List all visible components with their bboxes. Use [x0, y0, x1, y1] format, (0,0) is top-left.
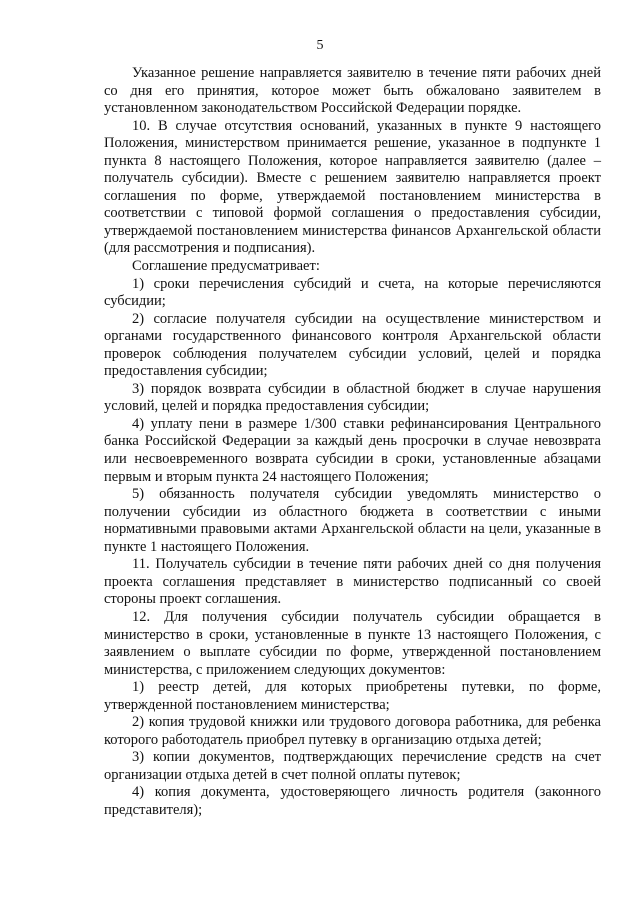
- paragraph-agreement-1: 1) сроки перечисления субсидий и счета, на которые перечисляются субсидии;: [104, 275, 601, 310]
- paragraph-agreement-intro: Соглашение предусматривает:: [132, 258, 320, 275]
- paragraph-document-2: 2) копия трудовой книжки или трудового договора работника, для ребенка которого работодатель приобрел путевку в организацию отдыха детей;: [104, 714, 601, 748]
- document-body: [104, 65, 601, 820]
- paragraph-item-10: 10. В случае отсутствия оснований, указанных в пункте 9 настоящего Положения, министерством принимается решение, указанное в подпункте 1 пункта 8 настоящего Положения, которое направляется заявителю (далее – получатель субсидии). Вместе с решением заявителю направляется проект соглашения по форме, утверждаемой постановлением министерства в соответствии с типовой формой соглашения о предоставления субсидии, утверждаемой постановлением министерства финансов Архангельской области (для рассмотрения и подписания).: [104, 117, 601, 257]
- paragraph-item-12: 12. Для получения субсидии получатель субсидии обращается в министерство в сроки, установленные в пункте 13 настоящего Положения, с заявлением о выплате субсидии по форме, утвержденной постановлением министерства, с приложением следующих документов:: [104, 608, 601, 678]
- paragraph-agreement-3: 3) порядок возврата субсидии в областной бюджет в случае нарушения условий, целей и порядка предоставления субсидии;: [104, 380, 601, 415]
- paragraph-item-11: 11. Получатель субсидии в течение пяти рабочих дней со дня получения проекта соглашения представляет в министерство подписанный со своей стороны проект соглашения.: [104, 556, 601, 608]
- paragraph-decision-notice: Указанное решение направляется заявителю в течение пяти рабочих дней со дня его принятия, которое может быть обжаловано заявителем в установленном законодательством Российской Федерации порядке.: [104, 65, 601, 117]
- paragraph-document-3: 3) копии документов, подтверждающих перечисление средств на счет организации отдыха детей в счет полной оплаты путевок;: [104, 749, 601, 783]
- paragraph-document-4: 4) копия документа, удостоверяющего личность родителя (законного представителя);: [104, 784, 601, 818]
- page-number: 5: [316, 38, 324, 53]
- paragraph-document-1: 1) реестр детей, для которых приобретены путевки, по форме, утвержденной постановлением министерства;: [104, 679, 601, 713]
- paragraph-agreement-4: 4) уплату пени в размере 1/300 ставки рефинансирования Центрального банка Российской Федерации за каждый день просрочки в случае невозврата или несвоевременного возврата субсидии в сроки, установленные абзацами первым и вторым пункта 24 настоящего Положения;: [104, 415, 601, 485]
- paragraph-agreement-2: 2) согласие получателя субсидии на осуществление министерством и органами государственного финансового контроля Архангельской области проверок соблюдения получателем субсидии условий, целей и порядка предоставления субсидии;: [104, 310, 601, 380]
- paragraph-agreement-5: 5) обязанность получателя субсидии уведомлять министерство о получении субсидии из областного бюджета в соответствии с иными нормативными правовыми актами Архангельской области на цели, указанные в пункте 1 настоящего Положения.: [104, 486, 601, 555]
